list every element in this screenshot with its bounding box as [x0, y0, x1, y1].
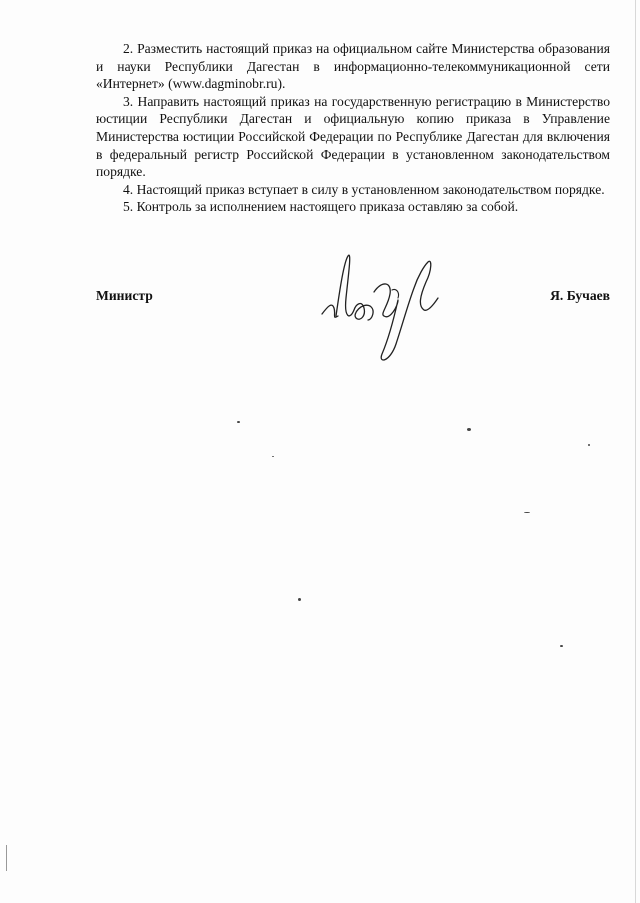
- paragraph-3: 3. Направить настоящий приказ на государственную регистрацию в Министерство юстиции Республики Дагестан и официальную копию приказа в Управление Министерства юстиции Российской Федерации по Республике Дагестан для включения в федеральный регистр Российской Федерации в установленном законодательством порядке.: [96, 93, 610, 180]
- paragraph-5: 5. Контроль за исполнением настоящего приказа оставляю за собой.: [123, 199, 519, 215]
- scan-edge-line: [635, 0, 636, 903]
- scan-speck: [524, 512, 530, 513]
- signatory-name: Я. Бучаев: [550, 288, 610, 303]
- scan-speck: [272, 456, 274, 457]
- paragraph-4: 4. Настоящий приказ вступает в силу в установленном законодательством порядке.: [123, 181, 605, 197]
- handwritten-signature: [318, 248, 448, 368]
- scan-speck: [588, 444, 590, 446]
- scan-speck: [237, 421, 240, 423]
- scan-edge-line: [6, 845, 7, 871]
- scan-speck: [560, 645, 563, 647]
- scan-speck: [467, 428, 471, 431]
- order-body: [96, 40, 610, 216]
- signatory-title: Министр: [96, 288, 153, 303]
- paragraph-2: 2. Разместить настоящий приказ на официальном сайте Министерства образования и науки Республики Дагестан в информационно-телекоммуникационной сети «Интернет» (www.dagminobr.ru).: [96, 41, 610, 92]
- scan-speck: [298, 598, 301, 601]
